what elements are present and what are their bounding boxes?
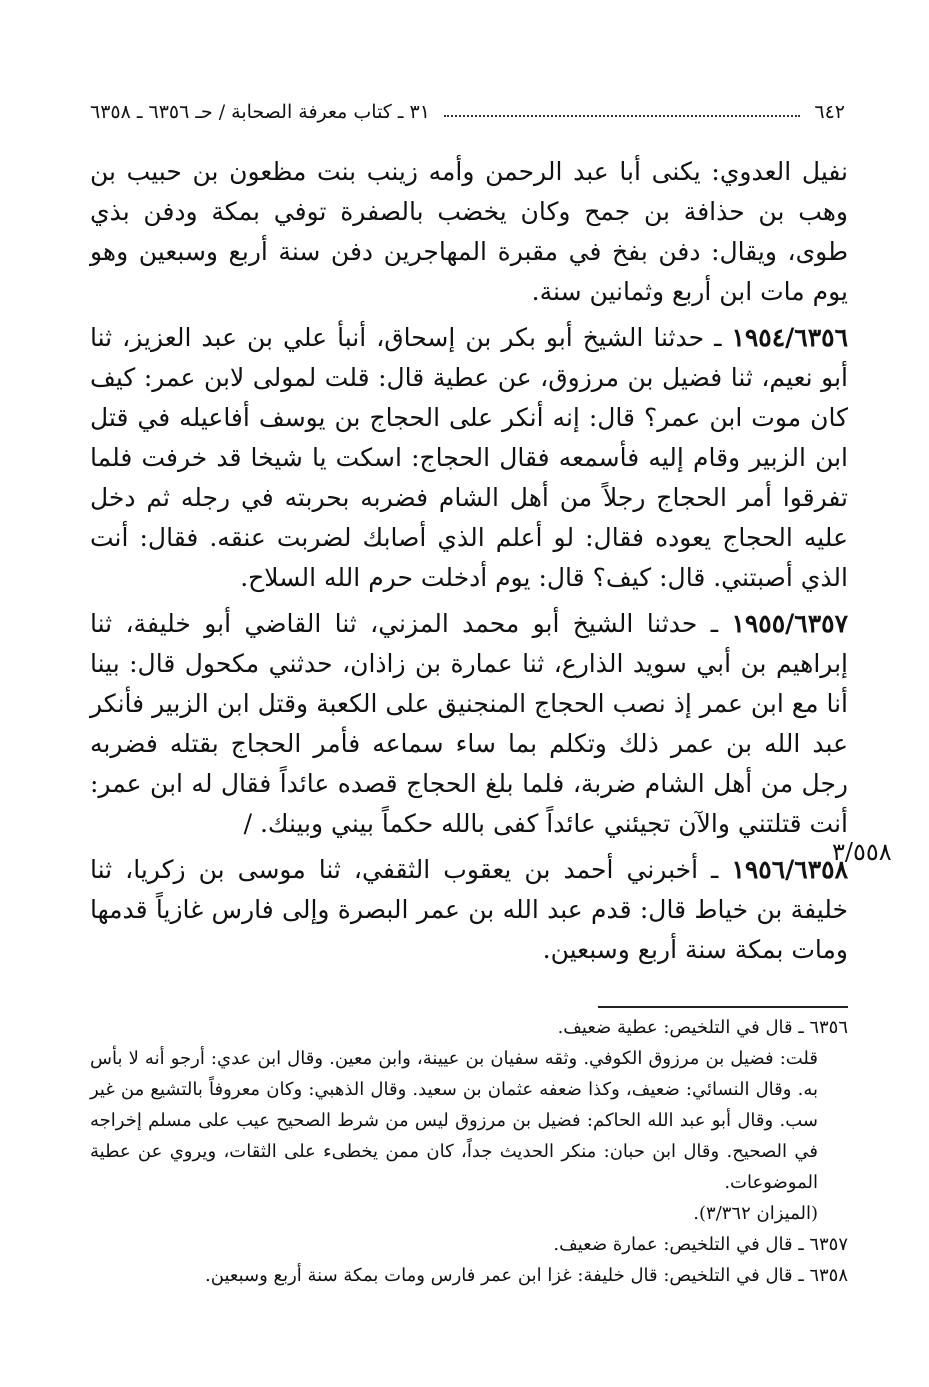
page-header: [90, 92, 845, 132]
hadith-text: ـ حدثنا الشيخ أبو محمد المزني، ثنا القاضي أبو خليفة، ثنا إبراهيم بن أبي سويد الذارع، ثنا عمارة بن زاذان، حدثني مكحول قال: بينا أنا مع ابن عمر إذ نصب الحجاج المنجنيق على الكعبة وقتل ابن الزبير فأنكر عبد الله بن عمر ذلك وتكلم بما ساء سماعه فأمر الحجاج بقتله فضربه رجل من أهل الشام ضربة، فلما بلغ الحجاج قصده عائداً فقال له ابن عمر: أنت قتلتني والآن تجيئني عائداً كفى بالله حكماً بيني وبينك. /: [90, 609, 848, 838]
hadith-number: ١٩٥٥/٦٣٥٧: [731, 609, 848, 638]
hadith-6356: [90, 318, 848, 598]
hadith-6358: [90, 850, 848, 970]
main-text: [90, 152, 848, 976]
hadith-text: ـ أخبرني أحمد بن يعقوب الثقفي، ثنا موسى بن زكريا، ثنا خليفة بن خياط قال: قدم عبد الله بن عمر البصرة وإلى فارس غازياً قدمها ومات بمكة سنة أربع وسبعين.: [90, 855, 848, 964]
hadith-text: ـ حدثنا الشيخ أبو بكر بن إسحاق، أنبأ علي بن عبد العزيز، ثنا أبو نعيم، ثنا فضيل بن مرزوق، عن عطية قال: قلت لمولى لابن عمر: كيف كان موت ابن عمر؟ قال: إنه أنكر على الحجاج بن يوسف أفاعيله في قتل ابن الزبير وقام إليه فأسمعه فقال الحجاج: اسكت يا شيخا قد خرفت فلما تفرقوا أمر الحجاج رجلاً من أهل الشام فضربه بحربته في رجله ثم دخل عليه الحجاج يعوده فقال: لو أعلم الذي أصابك لضربت عنقه. فقال: أنت الذي أصبتني. قال: كيف؟ قال: يوم أدخلت حرم الله السلاح.: [90, 323, 848, 592]
hadith-number: ١٩٥٦/٦٣٥٨: [731, 855, 848, 884]
footnote-6356-detail: قلت: فضيل بن مرزوق الكوفي. وثقه سفيان بن عيينة، وابن معين. وقال ابن عدي: أرجو أنه لا بأس به. وقال النسائي: ضعيف، وكذا ضعفه عثمان بن سعيد. وقال الذهبي: وكان معروفاً بالتشيع من غير سب. وقال أبو عبد الله الحاكم: فضيل بن مرزوق ليس من شرط الصحيح عيب على مسلم إخراجه في الصحيح. وقال ابن حبان: منكر الحديث جداً، كان ممن يخطىء على الثقات، ويروي عن عطية الموضوعات.: [90, 1048, 818, 1193]
page-number: ٦٤٢: [814, 101, 845, 123]
hadith-number: ١٩٥٤/٦٣٥٦: [731, 323, 848, 352]
footnotes: [90, 1012, 848, 1291]
dotted-leader: [444, 115, 800, 117]
running-title: ٣١ ـ كتاب معرفة الصحابة / حـ ٦٣٥٦ ـ ٦٣٥٨: [90, 101, 430, 123]
footnote-6357: ٦٣٥٧ ـ قال في التلخيص: عمارة ضعيف.: [553, 1234, 848, 1255]
hadith-6357: [90, 604, 848, 844]
margin-reference: ٣/٥٥٨: [832, 838, 892, 866]
biography-paragraph: نفيل العدوي: يكنى أبا عبد الرحمن وأمه زينب بنت مظعون بن حبيب بن وهب بن حذافة بن جمح وكان يخضب بالصفرة توفي بمكة ودفن بذي طوى، ويقال: دفن بفخ في مقبرة المهاجرين دفن سنة أربع وسبعين وهو يوم مات ابن أربع وثمانين سنة.: [90, 157, 848, 306]
footnote-6356: ٦٣٥٦ ـ قال في التلخيص: عطية ضعيف.: [557, 1017, 848, 1038]
footnote-6358: ٦٣٥٨ ـ قال في التلخيص: قال خليفة: غزا ابن عمر فارس ومات بمكة سنة أربع وسبعين.: [205, 1265, 848, 1286]
footnote-6356-reference: (الميزان ٣/٣٦٢).: [693, 1203, 818, 1224]
footnote-separator: [598, 1006, 848, 1008]
